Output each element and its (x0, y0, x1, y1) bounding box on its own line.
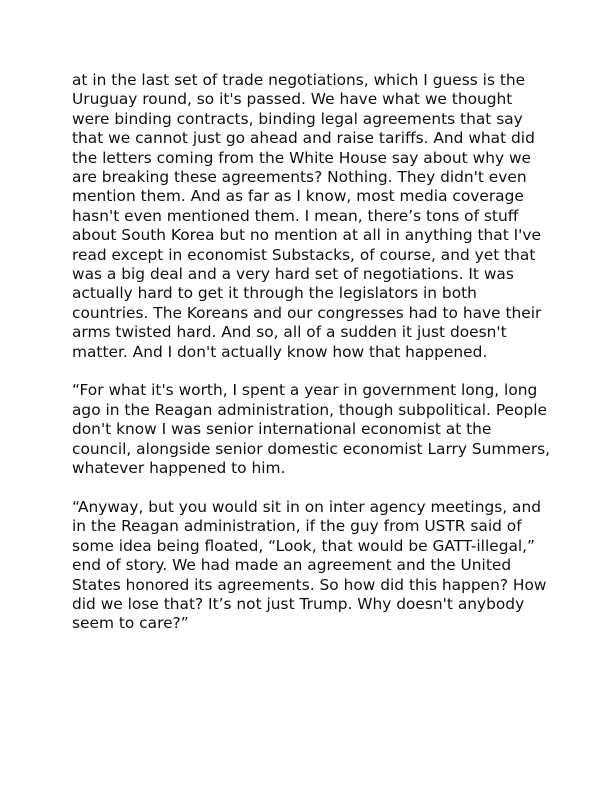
paragraph-1: at in the last set of trade negotiations, which I guess is the Uruguay round, so it's passed. We have what we thought were binding contracts, binding legal agreements that say that we cannot just go ahead and raise tariffs. And what did the letters coming from the White House say about why we are breaking these agreements? Nothing. They didn't even mention them. And as far as I know, most media coverage hasn't even mentioned them. I mean, there’s tons of stuff about South Korea but no mention at all in anything that I've read except in economist Substacks, of course, and yet that was a big deal and a very hard set of negotiations. It was actually hard to get it through the legislators in both countries. The Koreans and our congresses had to have their arms twisted hard. And so, all of a sudden it just doesn't matter. And I don't actually know how that happened. (72, 71, 542, 361)
paragraph-3: “Anyway, but you would sit in on inter agency meetings, and in the Reagan administration, if the guy from USTR said of some idea being floated, “Look, that would be GATT-illegal,” end of story. We had made an agreement and the United States honored its agreements. So how did this happen? How did we lose that? It’s not just Trump. Why doesn't anybody seem to care?” (72, 497, 547, 633)
body-text (72, 71, 552, 653)
paragraph-2: “For what it's worth, I spent a year in government long, long ago in the Reagan administration, though subpolitical. People don't know I was senior international economist at the council, alongside senior domestic economist Larry Summers, whatever happened to him. (72, 381, 551, 478)
